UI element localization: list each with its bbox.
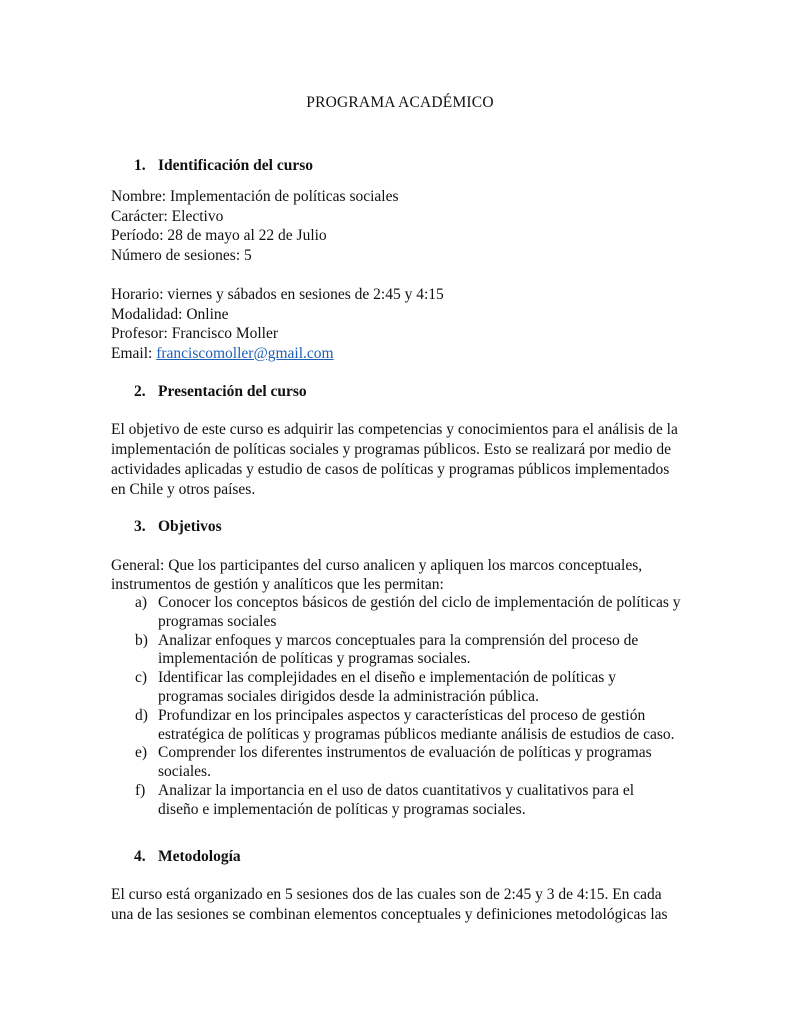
list-item-marker: e) <box>135 744 148 762</box>
course-modality-line: Modalidad: Online <box>111 305 229 323</box>
paragraph-line: El objetivo de este curso es adquirir las competencias y conocimientos para el análisis de la <box>111 421 678 438</box>
list-item-marker: c) <box>135 669 148 687</box>
list-item <box>111 669 711 707</box>
list-item-text: sociales. <box>158 763 211 781</box>
paragraph-line: actividades aplicadas y estudio de casos de políticas y programas públicos implementados <box>111 461 670 478</box>
course-professor-line: Profesor: Francisco Moller <box>111 325 279 342</box>
list-item-text: Analizar enfoques y marcos conceptuales para la comprensión del proceso de <box>158 631 639 649</box>
course-name-line: Nombre: Implementación de políticas sociales <box>111 188 399 205</box>
course-sessions-line: Número de sesiones: 5 <box>111 246 252 264</box>
list-item-marker: a) <box>135 594 148 611</box>
section-title: Presentación del curso <box>158 383 307 400</box>
section-number: 1. <box>134 157 146 174</box>
section-heading-identificacion <box>134 157 313 175</box>
list-item-marker: f) <box>135 781 146 799</box>
list-item-text: programas sociales <box>158 612 277 630</box>
list-item <box>111 707 711 745</box>
list-item <box>111 782 711 820</box>
list-item-text: programas sociales dirigidos desde la administración pública. <box>158 687 539 705</box>
paragraph-line: una de las sesiones se combinan elementos conceptuales y definiciones metodológicas las <box>111 906 668 923</box>
course-schedule-block <box>111 285 701 363</box>
course-email-line <box>111 344 701 364</box>
paragraph-line: en Chile y otros países. <box>111 481 256 498</box>
email-label: Email: <box>111 344 157 362</box>
list-item-text: Profundizar en los principales aspectos y características del proceso de gestión <box>158 706 646 724</box>
section-heading-objetivos <box>134 518 222 536</box>
list-item-text: Comprender los diferentes instrumentos de evaluación de políticas y programas <box>158 744 652 762</box>
section-title: Identificación del curso <box>158 157 313 174</box>
section-heading-metodologia <box>134 848 241 866</box>
list-item <box>111 744 711 782</box>
section-number: 3. <box>134 518 146 535</box>
section-number: 4. <box>134 848 146 865</box>
list-item-text: estratégica de políticas y programas públicos mediante análisis de estudios de caso. <box>158 725 675 743</box>
list-item-marker: d) <box>135 706 148 724</box>
course-character-line: Carácter: Electivo <box>111 207 224 225</box>
section-number: 2. <box>134 383 146 400</box>
objectives-list <box>111 594 711 820</box>
course-schedule-line: Horario: viernes y sábados en sesiones de 2:45 y 4:15 <box>111 286 444 303</box>
paragraph-line: implementación de políticas sociales y programas públicos. Esto se realizará por medio de <box>111 441 671 458</box>
email-link[interactable]: franciscomoller@gmail.com <box>156 344 334 362</box>
list-item-text: Identificar las complejidades en el diseño e implementación de políticas y <box>158 669 616 687</box>
general-objective-line: General: Que los participantes del curso analicen y apliquen los marcos conceptuales, <box>111 557 643 574</box>
list-item-text: diseño e implementación de políticas y programas sociales. <box>158 800 526 818</box>
list-item-marker: b) <box>135 631 148 649</box>
paragraph-line: El curso está organizado en 5 sesiones dos de las cuales son de 2:45 y 3 de 4:15. En cada <box>111 886 662 903</box>
objectives-general <box>111 556 701 594</box>
methodology-paragraph <box>111 885 701 925</box>
section-title: Metodología <box>158 848 241 865</box>
section-heading-presentacion <box>134 383 307 401</box>
course-identification-block <box>111 187 701 265</box>
course-period-line: Período: 28 de mayo al 22 de Julio <box>111 227 327 244</box>
list-item-text: Conocer los conceptos básicos de gestión del ciclo de implementación de políticas y <box>158 594 681 611</box>
general-objective-line: instrumentos de gestión y analíticos que les permitan: <box>111 576 444 593</box>
list-item <box>111 594 711 632</box>
list-item-text: Analizar la importancia en el uso de datos cuantitativos y cualitativos para el <box>158 781 635 799</box>
section-title: Objetivos <box>158 518 222 535</box>
list-item-text: implementación de políticas y programas sociales. <box>158 650 471 668</box>
document-title: PROGRAMA ACADÉMICO <box>306 94 494 111</box>
list-item <box>111 632 711 670</box>
presentation-paragraph <box>111 420 701 500</box>
